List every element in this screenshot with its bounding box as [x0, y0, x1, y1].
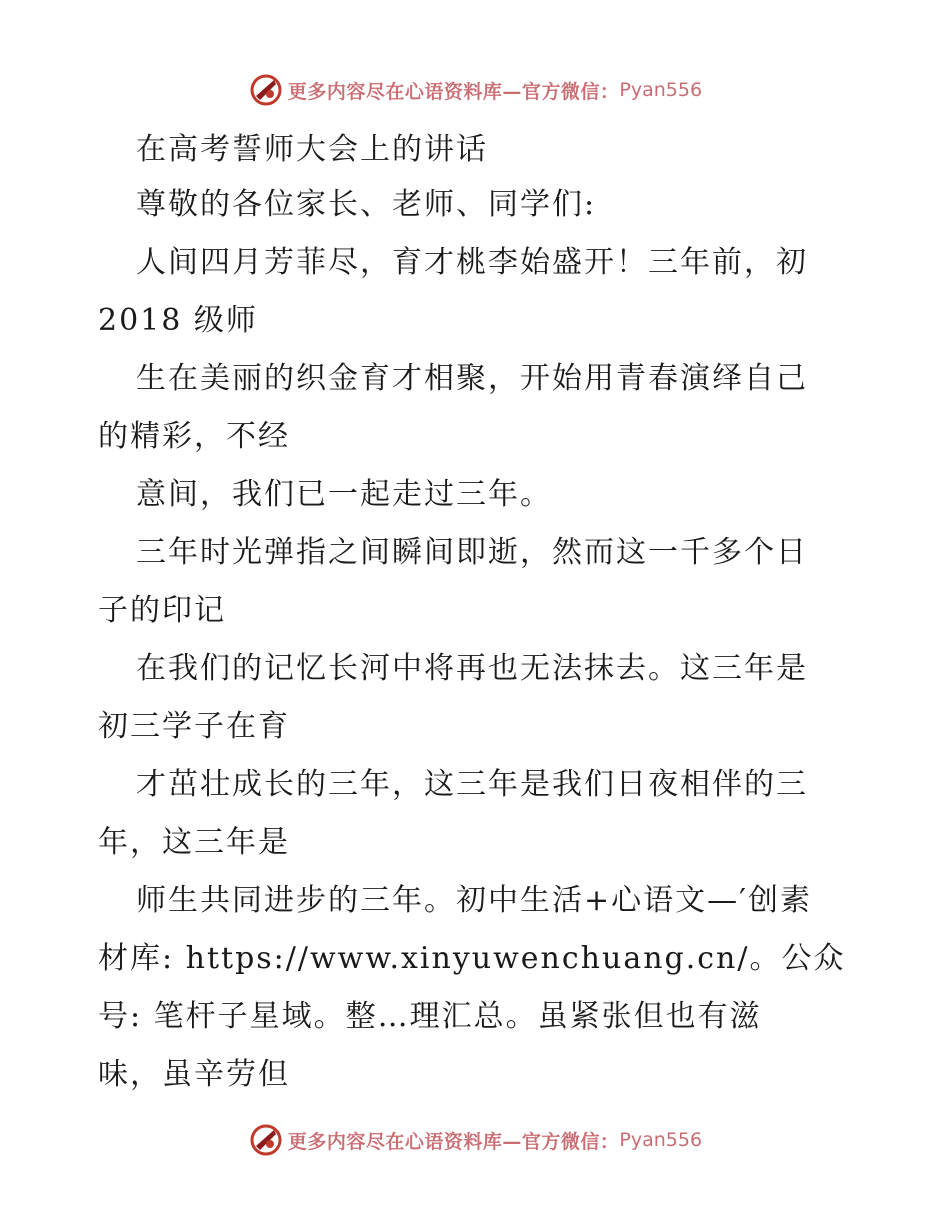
header-banner-text: 更多内容尽在心语资料库—官方微信： [287, 80, 620, 103]
brand-logo-icon [248, 1122, 284, 1158]
text-line: 号: 笔杆子星域。整…理汇总。虽紧张但也有滋 [98, 999, 762, 1034]
document-title: 在高考誓师大会上的讲话 [136, 132, 488, 167]
text-line: 才茁壮成长的三年，这三年是我们日夜相伴的三 [136, 767, 808, 802]
footer-banner-text: 更多内容尽在心语资料库—官方微信： [287, 1130, 620, 1153]
footer-banner [0, 1120, 950, 1160]
text-line: 年，这三年是 [98, 825, 290, 860]
text-line: 师生共同进步的三年。初中生活+心语文—′创素 [136, 883, 812, 918]
text-line: 在我们的记忆长河中将再也无法抹去。这三年是 [136, 651, 808, 686]
brand-logo-icon [248, 72, 284, 108]
text-line: 的精彩，不经 [98, 419, 290, 454]
header-banner [0, 70, 950, 110]
header-banner-wechat-id: Pyan556 [619, 79, 703, 101]
text-line: 材库: https://www.xinyuwenchuang.cn/。公众 [98, 941, 846, 976]
footer-banner-wechat-id: Pyan556 [619, 1129, 703, 1151]
text-line: 尊敬的各位家长、老师、同学们: [136, 187, 597, 222]
text-line: 味，虽辛劳但 [98, 1057, 290, 1092]
text-line: 生在美丽的织金育才相聚，开始用青春演绎自己 [136, 361, 808, 396]
text-line: 初三学子在育 [98, 709, 290, 744]
text-line: 子的印记 [98, 593, 226, 628]
text-line: 2018 级师 [98, 303, 258, 338]
text-line: 意间，我们已一起走过三年。 [136, 477, 552, 512]
text-line: 三年时光弹指之间瞬间即逝，然而这一千多个日 [136, 535, 808, 570]
text-line: 人间四月芳菲尽，育才桃李始盛开！三年前，初 [136, 245, 808, 280]
